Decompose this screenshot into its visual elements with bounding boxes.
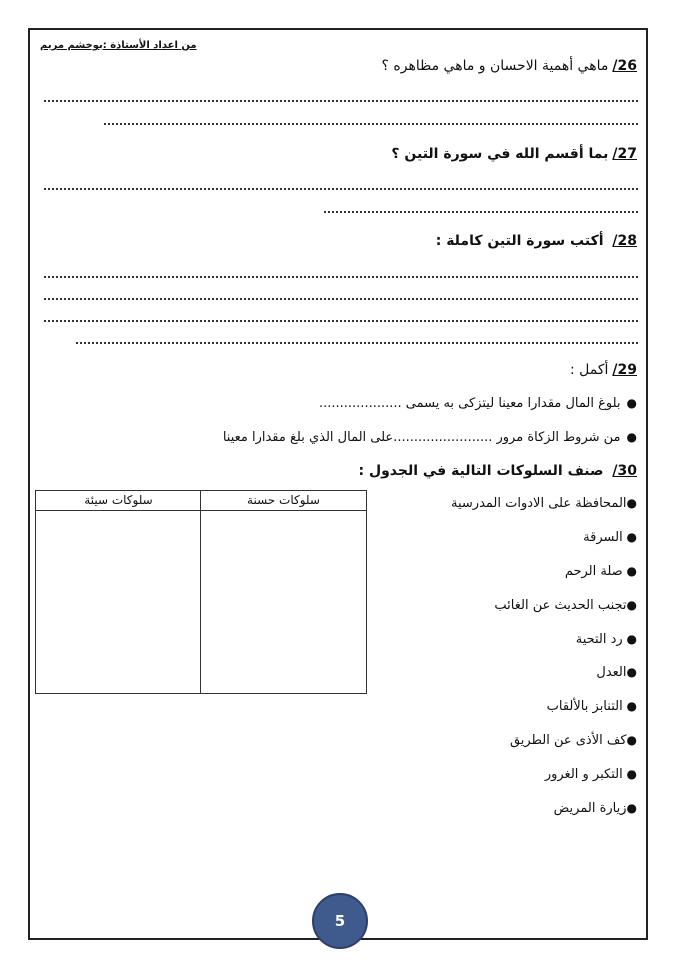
- question-26: [382, 58, 638, 74]
- bad-behaviors-column: [36, 491, 201, 693]
- behavior-text: السرقة: [583, 530, 623, 545]
- question-text: أكتب سورة التين كاملة :: [435, 233, 609, 249]
- question-27: [391, 146, 637, 162]
- good-behaviors-header: سلوكات حسنة: [201, 491, 366, 511]
- behavior-item: [451, 496, 637, 511]
- question-28: [436, 233, 637, 249]
- question-number: 29/: [612, 362, 637, 378]
- answer-line: [324, 211, 638, 213]
- question-text: ماهي أهمية الاحسان و ماهي مظاهره ؟: [381, 58, 609, 74]
- bullet-icon: ●: [622, 564, 637, 578]
- question-number: 28/: [612, 233, 637, 249]
- answer-line: [44, 276, 638, 278]
- bullet-icon: ●: [622, 632, 637, 646]
- question-number: 26/: [612, 58, 637, 74]
- complete-text: من شروط الزكاة مرور ........................على المال الذي بلغ مقدارا معينا: [222, 430, 621, 445]
- question-number: 27/: [612, 146, 637, 162]
- behavior-text: رد التحية: [575, 632, 623, 647]
- bullet-icon: ●: [626, 496, 637, 510]
- bullet-icon: ●: [622, 699, 637, 713]
- answer-line: [44, 100, 638, 102]
- behavior-text: زيارة المريض: [553, 801, 627, 816]
- behavior-item: [510, 733, 637, 748]
- question-text: أكمل :: [569, 362, 609, 378]
- bullet-icon: ●: [626, 665, 637, 679]
- complete-item: [319, 396, 637, 411]
- answer-line: [104, 123, 638, 125]
- behavior-text: العدل: [596, 665, 627, 680]
- behavior-item: [494, 598, 637, 613]
- answer-line: [44, 188, 638, 190]
- behavior-text: تجنب الحديث عن الغائب: [494, 598, 627, 613]
- behavior-text: صلة الرحم: [564, 564, 623, 579]
- author-credit: من اعداد الأستاذة :بوخشم مريم: [40, 40, 197, 51]
- behavior-item: [583, 530, 637, 545]
- bullet-icon: ●: [626, 598, 637, 612]
- bad-behaviors-header: سلوكات سيئة: [36, 491, 201, 511]
- question-text: صنف السلوكات التالية في الجدول :: [358, 463, 609, 479]
- behavior-item: [545, 767, 637, 782]
- behavior-text: التكبر و الغرور: [544, 767, 623, 782]
- question-30: [358, 463, 637, 479]
- bullet-icon: ●: [626, 733, 637, 747]
- behavior-item: [576, 632, 637, 647]
- bullet-icon: ●: [626, 396, 637, 410]
- complete-item: [223, 430, 637, 445]
- bullet-icon: ●: [626, 801, 637, 815]
- good-behaviors-column: [200, 491, 366, 693]
- answer-line: [44, 298, 638, 300]
- answer-line: [76, 342, 638, 344]
- behavior-text: المحافظة على الادوات المدرسية: [451, 496, 627, 511]
- question-number: 30/: [612, 463, 637, 479]
- bullet-icon: ●: [622, 530, 637, 544]
- question-29: [570, 362, 637, 378]
- behavior-text: كف الأذى عن الطريق: [509, 733, 627, 748]
- question-text: بما أقسم الله في سورة التين ؟: [391, 146, 609, 162]
- answer-line: [44, 320, 638, 322]
- behavior-text: التنابز بالألقاب: [546, 699, 623, 714]
- complete-text: بلوغ المال مقدارا معينا ليتزكى به يسمى ....................: [318, 396, 621, 411]
- behavior-item: [554, 801, 637, 816]
- behavior-item: [547, 699, 637, 714]
- behavior-item: [596, 665, 637, 680]
- page-number: 5: [312, 893, 368, 949]
- classification-table: [35, 490, 367, 694]
- bullet-icon: ●: [626, 430, 637, 444]
- behavior-item: [565, 564, 637, 579]
- bullet-icon: ●: [622, 767, 637, 781]
